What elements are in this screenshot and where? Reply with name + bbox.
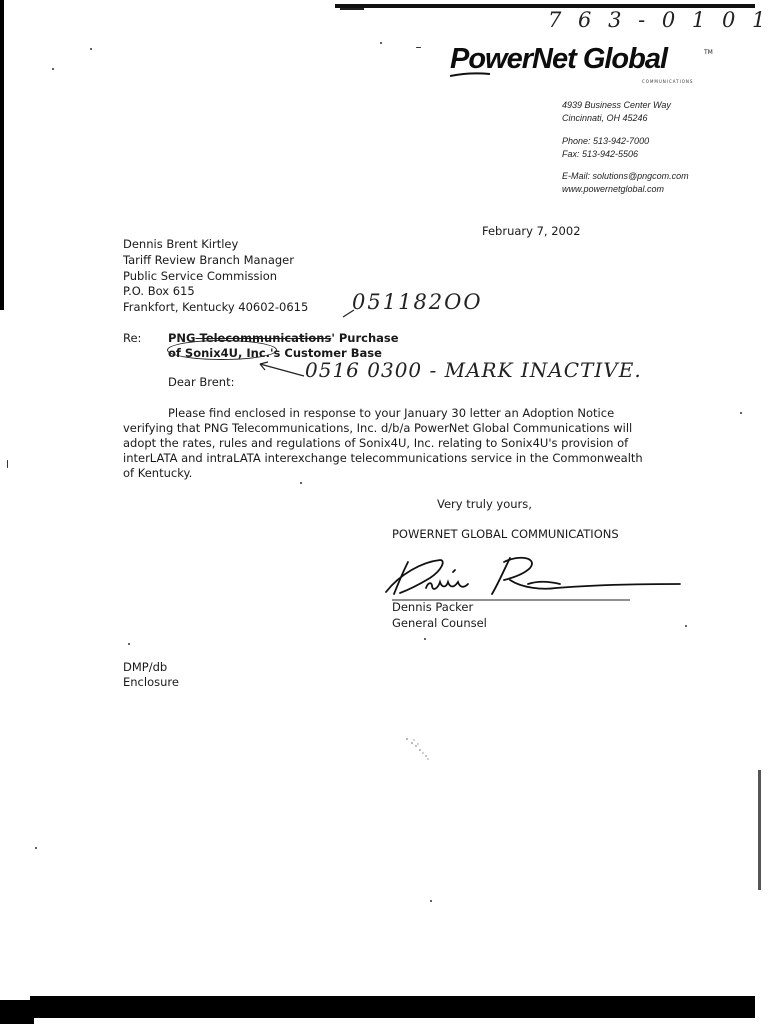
re-line1-suffix: ' Purchase <box>331 331 399 345</box>
sender-address-line2: Cincinnati, OH 45246 <box>562 113 648 123</box>
company-name: POWERNET GLOBAL COMMUNICATIONS <box>392 527 619 541</box>
sender-website: www.powernetglobal.com <box>562 184 665 194</box>
scan-smudge <box>404 736 434 762</box>
sender-address-line1: 4939 Business Center Way <box>562 100 671 110</box>
logo-swoosh <box>450 72 490 78</box>
recipient-line: Tariff Review Branch Manager <box>123 253 294 267</box>
body-line: verifying that PNG Telecommunications, Inc. d/b/a PowerNet Global Communications will <box>123 421 633 435</box>
scan-artifact-right-edge <box>758 770 761 890</box>
re-line1-struck: Telecommunications <box>195 331 332 345</box>
scan-speck <box>128 643 130 645</box>
scan-artifact-bottom-bar <box>30 996 755 1018</box>
recipient-line: Dennis Brent Kirtley <box>123 237 239 251</box>
handwritten-inactive-note: 0516 0300 - MARK INACTIVE. <box>305 358 642 382</box>
sender-phone: Phone: 513-942-7000 <box>562 136 650 146</box>
closing: Very truly yours, <box>437 497 532 511</box>
enclosure-notation: Enclosure <box>123 675 179 689</box>
scan-speck <box>685 625 687 627</box>
handwritten-arrow <box>258 358 306 380</box>
signature <box>380 548 700 604</box>
scan-speck <box>35 847 37 849</box>
letter-date: February 7, 2002 <box>482 224 581 238</box>
scan-artifact-bottom-corner <box>0 1000 34 1024</box>
typist-initials: DMP/db <box>123 660 168 674</box>
handwritten-case-number: 051182OO <box>352 290 483 314</box>
scan-speck <box>380 42 382 44</box>
scan-speck <box>740 412 742 414</box>
body-line: of Kentucky. <box>123 466 193 480</box>
scan-speck <box>300 482 302 484</box>
re-label: Re: <box>123 331 142 345</box>
re-line2-suffix: Customer Base <box>280 346 382 360</box>
scan-speck <box>416 47 421 48</box>
re-line2-prefix: of <box>168 346 185 360</box>
sender-email: E-Mail: solutions@pngcom.com <box>562 171 689 181</box>
sender-fax: Fax: 513-942-5506 <box>562 149 639 159</box>
re-line2-circled: Sonix4U, Inc.'s <box>184 346 281 360</box>
logo-trademark: TM <box>704 49 713 56</box>
scan-speck <box>430 900 432 902</box>
company-logo: PowerNet Global <box>450 43 668 75</box>
scan-speck <box>52 68 54 70</box>
scan-artifact-left-edge <box>0 0 4 310</box>
signer-name: Dennis Packer <box>392 600 474 614</box>
logo-subtitle: COMMUNICATIONS <box>642 79 694 84</box>
handwritten-reference-number: 7 6 3 - 0 1 0 1 <box>548 8 770 32</box>
scan-artifact-top-mark <box>340 8 364 10</box>
salutation: Dear Brent: <box>168 375 235 389</box>
handwritten-circle <box>167 340 277 360</box>
body-line: Please find enclosed in response to your January 30 letter an Adoption Notice <box>168 406 615 420</box>
scan-speck <box>424 638 426 640</box>
body-line: adopt the rates, rules and regulations of Sonix4U, Inc. relating to Sonix4U's provision of <box>123 436 629 450</box>
signer-title: General Counsel <box>392 616 487 630</box>
scan-speck <box>90 48 92 50</box>
scan-speck <box>7 460 8 468</box>
recipient-line: Public Service Commission <box>123 269 278 283</box>
re-line1-prefix: PNG <box>168 331 196 345</box>
body-line: interLATA and intraLATA interexchange telecommunications service in the Commonwealth <box>123 451 643 465</box>
recipient-line: Frankfort, Kentucky 40602-0615 <box>123 300 309 314</box>
recipient-line: P.O. Box 615 <box>123 284 195 298</box>
